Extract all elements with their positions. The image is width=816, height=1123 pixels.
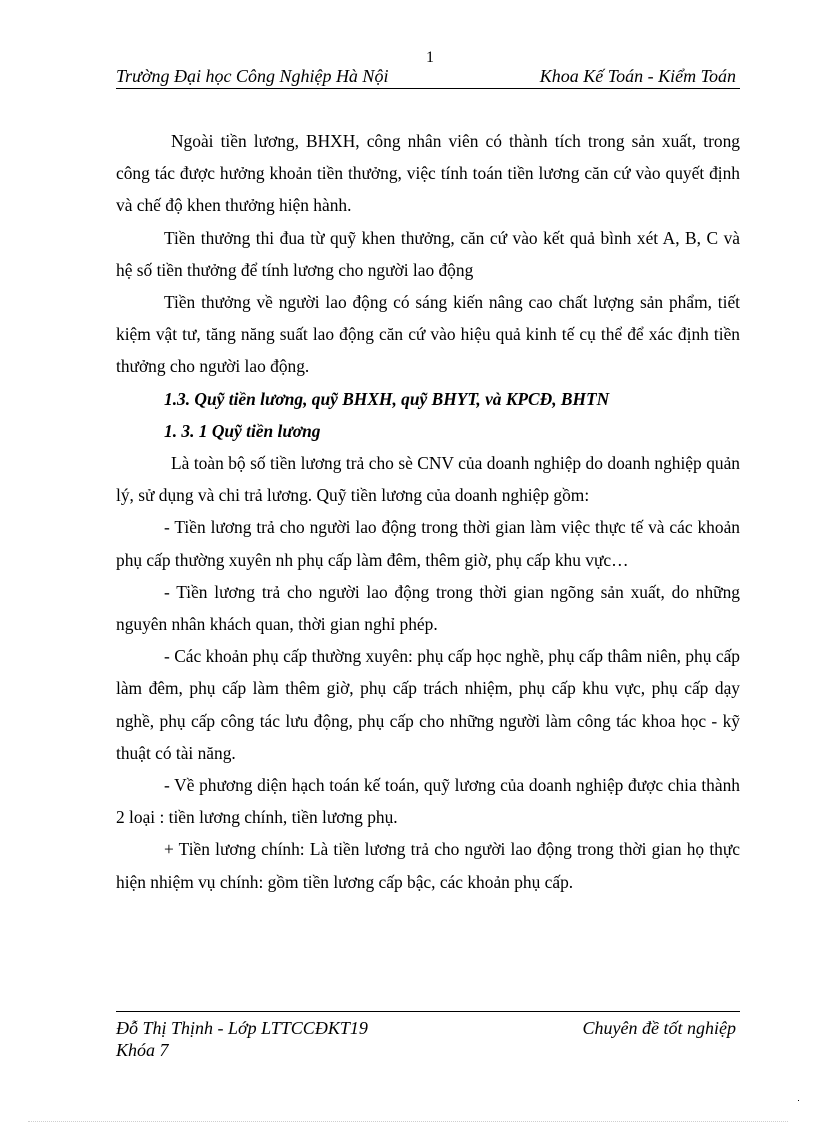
page-number: 1	[426, 49, 434, 66]
footer-divider	[116, 1011, 740, 1012]
footer-document-type: Chuyên đề tốt nghiệp	[582, 1018, 736, 1038]
header-school-name: Trường Đại học Công Nghiệp Hà Nội	[116, 66, 389, 86]
subsection-heading: 1. 3. 1 Quỹ tiền lương	[164, 420, 321, 441]
header-divider	[116, 88, 740, 89]
footer-author: Đỗ Thị Thịnh - Lớp LTTCCĐKT19	[116, 1018, 368, 1038]
paragraph: Ngoài tiền lương, BHXH, công nhân viên có thành tích trong sản xuất, trong công tác được hưởng khoản tiền thưởng, việc tính toán tiền lương căn cứ vào quyết định và chế độ khen thưởng hiện hành.	[116, 131, 740, 216]
paragraph: Tiền thưởng về người lao động có sáng kiến nâng cao chất lượng sản phẩm, tiết kiệm vật tư, tăng năng suất lao động căn cứ vào hiệu quả kinh tế cụ thể để xác định tiền thưởng cho người lao động.	[116, 292, 740, 377]
header-faculty-name: Khoa Kế Toán - Kiểm Toán	[539, 66, 736, 86]
list-item: - Các khoản phụ cấp thường xuyên: phụ cấp học nghề, phụ cấp thâm niên, phụ cấp làm đêm, phụ cấp làm thêm giờ, phụ cấp trách nhiệm, phụ cấp khu vực, phụ cấp dạy nghề, phụ cấp công tác lưu động, phụ cấp cho những người làm công tác khoa học - kỹ thuật có tài năng.	[116, 646, 740, 763]
list-item: - Tiền lương trả cho người lao động trong thời gian làm việc thực tế và các khoản phụ cấp thường xuyên nh phụ cấp làm đêm, thêm giờ, phụ cấp khu vực…	[116, 517, 740, 570]
paragraph: Là toàn bộ số tiền lương trả cho sè CNV của doanh nghiệp do doanh nghiệp quản lý, sử dụng và chi trả lương. Quỹ tiền lương của doanh nghiệp gồm:	[116, 453, 740, 506]
page-edge-dotted-line	[28, 1121, 788, 1122]
footer-course: Khóa 7	[116, 1040, 169, 1060]
section-heading: 1.3. Quỹ tiền lương, quỹ BHXH, quỹ BHYT, và KPCĐ, BHTN	[164, 388, 610, 409]
document-body	[116, 125, 740, 898]
page-header	[116, 64, 740, 90]
list-item: - Về phương diện hạch toán kế toán, quỹ lương của doanh nghiệp được chia thành 2 loại : tiền lương chính, tiền lương phụ.	[116, 775, 740, 828]
corner-mark	[798, 1100, 799, 1101]
page-footer	[116, 1017, 740, 1061]
paragraph: Tiền thưởng thi đua từ quỹ khen thưởng, căn cứ vào kết quả bình xét A, B, C và hệ số tiền thưởng để tính lương cho người lao động	[116, 227, 740, 280]
list-item: - Tiền lương trả cho người lao động trong thời gian ngõng sản xuất, do những nguyên nhân khách quan, thời gian nghỉ phép.	[116, 581, 740, 635]
list-item: + Tiền lương chính: Là tiền lương trả cho người lao động trong thời gian họ thực hiện nhiệm vụ chính: gồm tiền lương cấp bậc, các khoản phụ cấp.	[116, 839, 740, 892]
